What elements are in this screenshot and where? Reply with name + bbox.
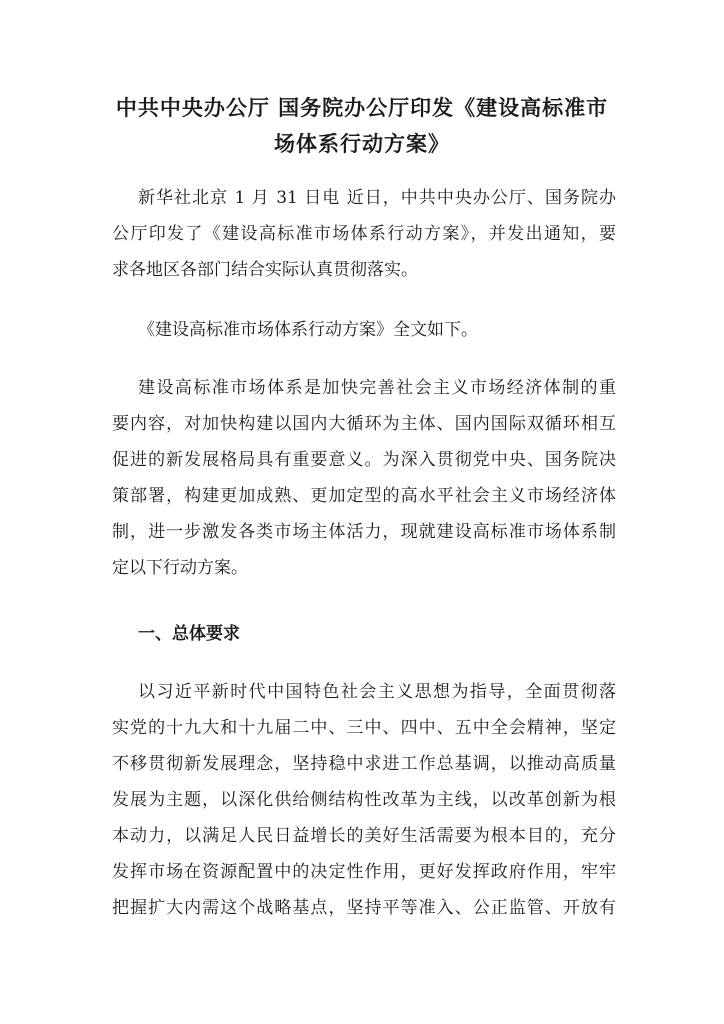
- text-line: 《建设高标准市场体系行动方案》全文如下。: [138, 320, 478, 340]
- text-line: 求各地区各部门结合实际认真贯彻落实。: [112, 260, 418, 280]
- document-title-line-1: 中共中央办公厅 国务院办公厅印发《建设高标准市: [115, 96, 609, 120]
- text-line: 发展为主题，以深化供给侧结构性改革为主线，以改革创新为根: [112, 790, 616, 810]
- section-heading-general-requirements: 一、总体要求: [138, 624, 240, 644]
- text-line: 实党的十九大和十九届二中、三中、四中、五中全会精神，坚定: [112, 718, 616, 738]
- paragraph-news-lead: [112, 180, 616, 288]
- document-title-line-2: 场体系行动方案》: [274, 132, 450, 156]
- text-line: 发挥市场在资源配置中的决定性作用，更好发挥政府作用，牢牢: [112, 862, 616, 882]
- paragraph-preamble: [112, 370, 616, 586]
- text-line: 要内容，对加快构建以国内大循环为主体、国内国际双循环相互: [112, 414, 616, 434]
- text-line: 制，进一步激发各类市场主体活力，现就建设高标准市场体系制: [112, 522, 616, 542]
- text-line: 把握扩大内需这个战略基点，坚持平等准入、公正监管、开放有: [112, 898, 616, 918]
- text-line: 新华社北京 1 月 31 日电 近日，中共中央办公厅、国务院办: [138, 188, 616, 208]
- text-line: 本动力，以满足人民日益增长的美好生活需要为根本目的，充分: [112, 826, 616, 846]
- text-line: 不移贯彻新发展理念，坚持稳中求进工作总基调，以推动高质量: [112, 754, 616, 774]
- paragraph-general-requirements: [112, 674, 616, 926]
- text-line: 以习近平新时代中国特色社会主义思想为指导，全面贯彻落: [138, 682, 616, 702]
- text-line: 促进的新发展格局具有重要意义。为深入贯彻党中央、国务院决: [112, 450, 616, 470]
- text-line: 策部署，构建更加成熟、更加定型的高水平社会主义市场经济体: [112, 486, 616, 506]
- text-line: 公厅印发了《建设高标准市场体系行动方案》，并发出通知，要: [112, 224, 616, 244]
- text-line: 建设高标准市场体系是加快完善社会主义市场经济体制的重: [138, 378, 616, 398]
- paragraph-full-text-intro: [112, 312, 616, 348]
- text-line: 定以下行动方案。: [112, 558, 248, 578]
